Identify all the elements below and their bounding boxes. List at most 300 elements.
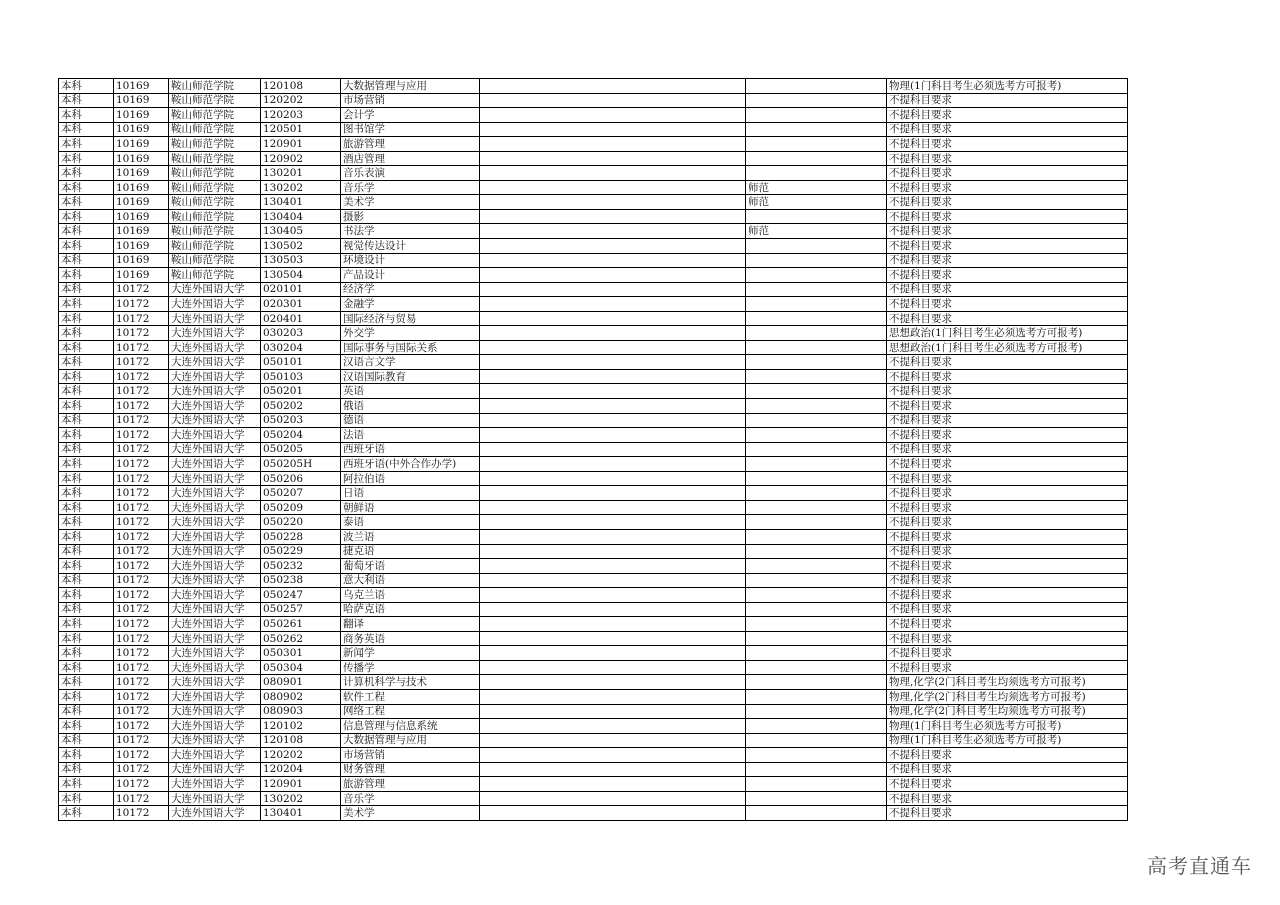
level-cell: 本科 [59,93,114,108]
school-name-cell: 大连外国语大学 [169,675,261,690]
major-name-cell: 市场营销 [341,93,480,108]
school-name-cell: 大连外国语大学 [169,529,261,544]
major-code-cell: 120108 [261,733,341,748]
table-row [59,224,1128,239]
watermark: 高考直通车 [1147,854,1252,878]
major-name-cell: 旅游管理 [341,137,480,152]
school-code-cell: 10172 [114,719,169,734]
level-cell: 本科 [59,253,114,268]
level-cell: 本科 [59,471,114,486]
level-cell: 本科 [59,529,114,544]
table-row [59,253,1128,268]
major-name-cell: 摄影 [341,209,480,224]
table-row [59,297,1128,312]
school-code-cell: 10172 [114,515,169,530]
school-name-cell: 大连外国语大学 [169,515,261,530]
school-name-cell: 鞍山师范学院 [169,180,261,195]
school-code-cell: 10169 [114,93,169,108]
major-name-cell: 软件工程 [341,689,480,704]
category-cell: 师范 [746,180,887,195]
remarks-cell [480,529,746,544]
remarks-cell [480,457,746,472]
category-cell [746,384,887,399]
level-cell: 本科 [59,137,114,152]
major-code-cell: 130401 [261,195,341,210]
table-row [59,806,1128,821]
table-row [59,791,1128,806]
school-code-cell: 10172 [114,413,169,428]
school-code-cell: 10172 [114,617,169,632]
school-code-cell: 10169 [114,180,169,195]
table-row [59,675,1128,690]
table-row [59,646,1128,661]
school-name-cell: 大连外国语大学 [169,369,261,384]
major-code-cell: 130405 [261,224,341,239]
category-cell [746,311,887,326]
level-cell: 本科 [59,675,114,690]
major-name-cell: 意大利语 [341,573,480,588]
level-cell: 本科 [59,762,114,777]
level-cell: 本科 [59,602,114,617]
major-name-cell: 商务英语 [341,631,480,646]
level-cell: 本科 [59,777,114,792]
major-name-cell: 德语 [341,413,480,428]
category-cell [746,748,887,763]
subject-requirement-cell: 不提科目要求 [887,311,1128,326]
category-cell: 师范 [746,224,887,239]
school-code-cell: 10172 [114,646,169,661]
major-name-cell: 国际事务与国际关系 [341,340,480,355]
level-cell: 本科 [59,646,114,661]
subject-requirement-cell: 不提科目要求 [887,573,1128,588]
remarks-cell [480,340,746,355]
subject-requirement-cell: 不提科目要求 [887,399,1128,414]
major-name-cell: 大数据管理与应用 [341,79,480,94]
table-row [59,384,1128,399]
school-name-cell: 大连外国语大学 [169,326,261,341]
major-code-cell: 020301 [261,297,341,312]
level-cell: 本科 [59,384,114,399]
school-code-cell: 10172 [114,529,169,544]
remarks-cell [480,413,746,428]
major-name-cell: 西班牙语 [341,442,480,457]
major-name-cell: 朝鲜语 [341,500,480,515]
major-code-cell: 030204 [261,340,341,355]
table-row [59,355,1128,370]
school-code-cell: 10172 [114,588,169,603]
school-name-cell: 大连外国语大学 [169,704,261,719]
major-code-cell: 050247 [261,588,341,603]
category-cell [746,791,887,806]
table-row [59,311,1128,326]
category-cell [746,297,887,312]
school-code-cell: 10172 [114,631,169,646]
category-cell [746,108,887,123]
remarks-cell [480,602,746,617]
category-cell [746,617,887,632]
table-row [59,457,1128,472]
major-name-cell: 法语 [341,428,480,443]
major-code-cell: 130502 [261,239,341,254]
level-cell: 本科 [59,791,114,806]
school-name-cell: 大连外国语大学 [169,791,261,806]
remarks-cell [480,442,746,457]
subject-requirement-cell: 不提科目要求 [887,660,1128,675]
remarks-cell [480,311,746,326]
school-name-cell: 大连外国语大学 [169,457,261,472]
remarks-cell [480,631,746,646]
level-cell: 本科 [59,268,114,283]
school-name-cell: 鞍山师范学院 [169,268,261,283]
remarks-cell [480,588,746,603]
category-cell [746,355,887,370]
school-name-cell: 大连外国语大学 [169,646,261,661]
subject-requirement-cell: 不提科目要求 [887,297,1128,312]
school-name-cell: 大连外国语大学 [169,762,261,777]
remarks-cell [480,137,746,152]
category-cell [746,471,887,486]
remarks-cell [480,660,746,675]
school-code-cell: 10172 [114,369,169,384]
level-cell: 本科 [59,617,114,632]
major-name-cell: 捷克语 [341,544,480,559]
category-cell [746,268,887,283]
remarks-cell [480,762,746,777]
subject-requirement-cell: 思想政治(1门科目考生必须选考方可报考) [887,340,1128,355]
category-cell [746,806,887,821]
school-name-cell: 大连外国语大学 [169,748,261,763]
table-row [59,151,1128,166]
remarks-cell [480,253,746,268]
remarks-cell [480,559,746,574]
subject-requirement-cell: 不提科目要求 [887,108,1128,123]
subject-requirement-cell: 不提科目要求 [887,224,1128,239]
category-cell [746,733,887,748]
subject-requirement-cell: 不提科目要求 [887,617,1128,632]
school-code-cell: 10172 [114,442,169,457]
subject-requirement-cell: 不提科目要求 [887,442,1128,457]
school-name-cell: 鞍山师范学院 [169,224,261,239]
remarks-cell [480,282,746,297]
subject-requirement-cell: 不提科目要求 [887,559,1128,574]
category-cell [746,79,887,94]
subject-requirement-cell: 不提科目要求 [887,195,1128,210]
level-cell: 本科 [59,704,114,719]
level-cell: 本科 [59,224,114,239]
school-name-cell: 大连外国语大学 [169,384,261,399]
subject-requirement-cell: 不提科目要求 [887,762,1128,777]
remarks-cell [480,646,746,661]
table-row [59,660,1128,675]
table-row [59,719,1128,734]
subject-requirement-cell: 不提科目要求 [887,151,1128,166]
category-cell [746,515,887,530]
table-row [59,559,1128,574]
level-cell: 本科 [59,515,114,530]
category-cell [746,166,887,181]
table-row [59,704,1128,719]
category-cell [746,486,887,501]
category-cell [746,588,887,603]
major-code-cell: 120202 [261,748,341,763]
school-code-cell: 10172 [114,733,169,748]
major-code-cell: 050301 [261,646,341,661]
school-code-cell: 10169 [114,151,169,166]
level-cell: 本科 [59,180,114,195]
remarks-cell [480,573,746,588]
school-name-cell: 大连外国语大学 [169,282,261,297]
major-code-cell: 050261 [261,617,341,632]
school-code-cell: 10172 [114,777,169,792]
category-cell [746,209,887,224]
table-row [59,122,1128,137]
remarks-cell [480,224,746,239]
subject-requirement-cell: 物理,化学(2门科目考生均须选考方可报考) [887,704,1128,719]
school-code-cell: 10172 [114,355,169,370]
remarks-cell [480,326,746,341]
remarks-cell [480,166,746,181]
table-row [59,588,1128,603]
major-name-cell: 财务管理 [341,762,480,777]
major-code-cell: 120901 [261,777,341,792]
level-cell: 本科 [59,195,114,210]
category-cell [746,762,887,777]
school-name-cell: 大连外国语大学 [169,471,261,486]
category-cell [746,442,887,457]
table-row [59,486,1128,501]
remarks-cell [480,369,746,384]
major-code-cell: 050101 [261,355,341,370]
major-name-cell: 阿拉伯语 [341,471,480,486]
major-name-cell: 音乐表演 [341,166,480,181]
major-name-cell: 哈萨克语 [341,602,480,617]
remarks-cell [480,791,746,806]
major-code-cell: 130202 [261,791,341,806]
subject-requirement-cell: 不提科目要求 [887,93,1128,108]
subject-requirement-cell: 不提科目要求 [887,806,1128,821]
major-code-cell: 050257 [261,602,341,617]
remarks-cell [480,239,746,254]
table-row [59,282,1128,297]
major-code-cell: 080902 [261,689,341,704]
school-code-cell: 10172 [114,311,169,326]
subject-requirement-cell: 不提科目要求 [887,457,1128,472]
school-name-cell: 大连外国语大学 [169,297,261,312]
major-code-cell: 130504 [261,268,341,283]
school-code-cell: 10169 [114,239,169,254]
school-name-cell: 大连外国语大学 [169,806,261,821]
major-code-cell: 050304 [261,660,341,675]
major-name-cell: 美术学 [341,195,480,210]
major-name-cell: 金融学 [341,297,480,312]
major-name-cell: 产品设计 [341,268,480,283]
school-code-cell: 10172 [114,500,169,515]
table-row [59,340,1128,355]
level-cell: 本科 [59,122,114,137]
subject-requirement-cell: 不提科目要求 [887,180,1128,195]
major-name-cell: 俄语 [341,399,480,414]
major-name-cell: 乌克兰语 [341,588,480,603]
table-row [59,631,1128,646]
major-code-cell: 030203 [261,326,341,341]
category-cell [746,602,887,617]
subject-requirement-cell: 物理,化学(2门科目考生均须选考方可报考) [887,675,1128,690]
school-code-cell: 10172 [114,660,169,675]
level-cell: 本科 [59,486,114,501]
table-row [59,515,1128,530]
category-cell [746,413,887,428]
category-cell [746,282,887,297]
remarks-cell [480,355,746,370]
level-cell: 本科 [59,311,114,326]
remarks-cell [480,180,746,195]
major-name-cell: 外交学 [341,326,480,341]
school-name-cell: 大连外国语大学 [169,689,261,704]
table-row [59,777,1128,792]
school-name-cell: 大连外国语大学 [169,559,261,574]
category-cell: 师范 [746,195,887,210]
major-name-cell: 信息管理与信息系统 [341,719,480,734]
school-name-cell: 大连外国语大学 [169,486,261,501]
major-name-cell: 市场营销 [341,748,480,763]
table-row [59,166,1128,181]
level-cell: 本科 [59,588,114,603]
subject-requirement-cell: 不提科目要求 [887,544,1128,559]
level-cell: 本科 [59,282,114,297]
major-code-cell: 120902 [261,151,341,166]
subject-requirement-cell: 不提科目要求 [887,268,1128,283]
subject-requirement-cell: 不提科目要求 [887,471,1128,486]
subject-requirement-cell: 不提科目要求 [887,369,1128,384]
subject-requirement-cell: 不提科目要求 [887,631,1128,646]
remarks-cell [480,806,746,821]
table-row [59,573,1128,588]
subject-requirement-cell: 不提科目要求 [887,602,1128,617]
remarks-cell [480,515,746,530]
major-code-cell: 050229 [261,544,341,559]
table-row [59,544,1128,559]
category-cell [746,457,887,472]
level-cell: 本科 [59,573,114,588]
school-name-cell: 鞍山师范学院 [169,108,261,123]
major-code-cell: 050203 [261,413,341,428]
school-name-cell: 鞍山师范学院 [169,151,261,166]
category-cell [746,326,887,341]
school-name-cell: 大连外国语大学 [169,340,261,355]
major-code-cell: 120203 [261,108,341,123]
major-name-cell: 新闻学 [341,646,480,661]
remarks-cell [480,268,746,283]
remarks-cell [480,428,746,443]
remarks-cell [480,384,746,399]
category-cell [746,529,887,544]
major-code-cell: 080901 [261,675,341,690]
category-cell [746,137,887,152]
subject-requirement-cell: 不提科目要求 [887,122,1128,137]
school-name-cell: 大连外国语大学 [169,544,261,559]
subject-requirement-cell: 不提科目要求 [887,166,1128,181]
subject-requirement-cell: 不提科目要求 [887,239,1128,254]
category-cell [746,239,887,254]
major-name-cell: 国际经济与贸易 [341,311,480,326]
table-row [59,442,1128,457]
school-code-cell: 10172 [114,384,169,399]
major-code-cell: 050238 [261,573,341,588]
table-row [59,195,1128,210]
level-cell: 本科 [59,689,114,704]
school-name-cell: 大连外国语大学 [169,399,261,414]
major-name-cell: 传播学 [341,660,480,675]
level-cell: 本科 [59,544,114,559]
subject-requirement-cell: 不提科目要求 [887,428,1128,443]
major-name-cell: 汉语言文学 [341,355,480,370]
major-name-cell: 波兰语 [341,529,480,544]
school-name-cell: 鞍山师范学院 [169,166,261,181]
subject-requirement-cell: 不提科目要求 [887,355,1128,370]
major-code-cell: 050262 [261,631,341,646]
school-code-cell: 10172 [114,326,169,341]
subject-requirement-cell: 不提科目要求 [887,209,1128,224]
major-code-cell: 050205H [261,457,341,472]
school-name-cell: 大连外国语大学 [169,777,261,792]
major-name-cell: 英语 [341,384,480,399]
table-row [59,500,1128,515]
remarks-cell [480,777,746,792]
major-code-cell: 120102 [261,719,341,734]
school-name-cell: 大连外国语大学 [169,355,261,370]
remarks-cell [480,500,746,515]
major-code-cell: 050202 [261,399,341,414]
subject-requirement-cell: 不提科目要求 [887,515,1128,530]
category-cell [746,93,887,108]
remarks-cell [480,399,746,414]
major-name-cell: 日语 [341,486,480,501]
remarks-cell [480,195,746,210]
major-code-cell: 050232 [261,559,341,574]
major-code-cell: 120202 [261,93,341,108]
school-name-cell: 大连外国语大学 [169,500,261,515]
school-code-cell: 10172 [114,689,169,704]
school-name-cell: 大连外国语大学 [169,413,261,428]
major-code-cell: 050228 [261,529,341,544]
table-row [59,180,1128,195]
major-code-cell: 020101 [261,282,341,297]
major-name-cell: 经济学 [341,282,480,297]
subject-requirement-cell: 不提科目要求 [887,646,1128,661]
major-name-cell: 环境设计 [341,253,480,268]
subject-requirement-cell: 不提科目要求 [887,529,1128,544]
level-cell: 本科 [59,631,114,646]
major-code-cell: 020401 [261,311,341,326]
major-code-cell: 080903 [261,704,341,719]
remarks-cell [480,486,746,501]
major-name-cell: 会计学 [341,108,480,123]
category-cell [746,777,887,792]
school-code-cell: 10172 [114,340,169,355]
school-name-cell: 鞍山师范学院 [169,79,261,94]
subject-requirement-cell: 不提科目要求 [887,253,1128,268]
major-name-cell: 书法学 [341,224,480,239]
level-cell: 本科 [59,428,114,443]
category-cell [746,660,887,675]
table-row [59,748,1128,763]
major-code-cell: 050220 [261,515,341,530]
major-name-cell: 葡萄牙语 [341,559,480,574]
remarks-cell [480,544,746,559]
major-code-cell: 130503 [261,253,341,268]
school-name-cell: 鞍山师范学院 [169,253,261,268]
subject-requirement-cell: 不提科目要求 [887,486,1128,501]
